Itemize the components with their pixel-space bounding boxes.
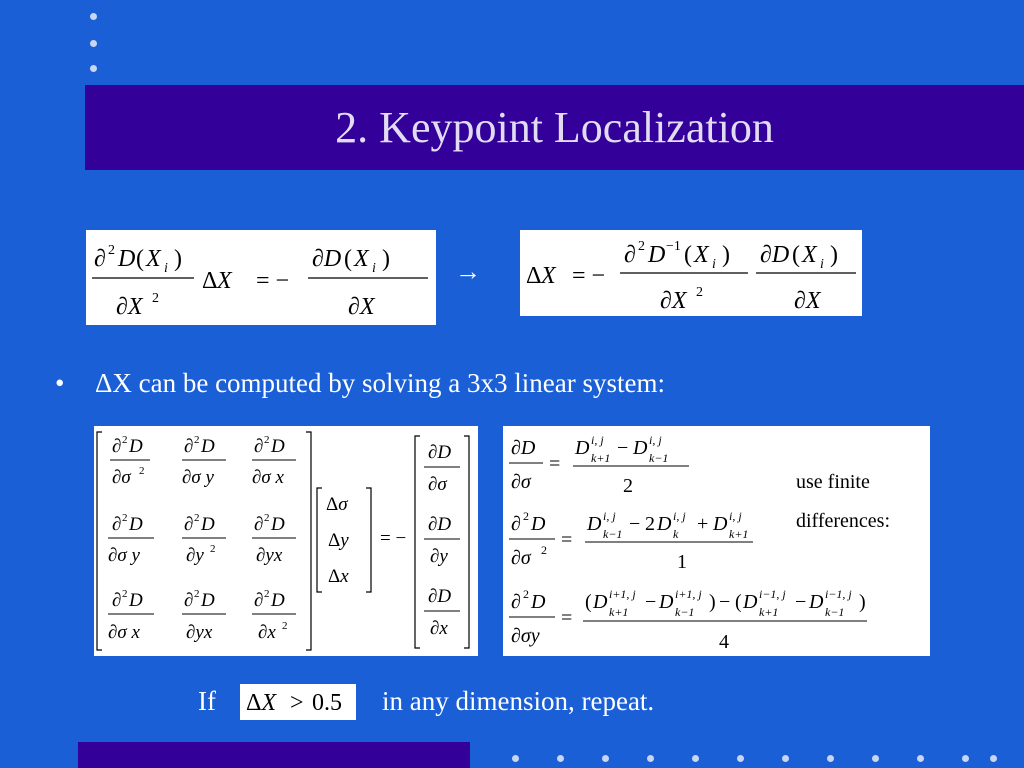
svg-text:∂D: ∂D (428, 442, 452, 463)
svg-text:∂X: ∂X (660, 288, 687, 314)
svg-text:i−1, j: i−1, j (825, 587, 852, 601)
svg-text:∂x: ∂x (258, 622, 276, 643)
svg-text:X: X (694, 242, 709, 268)
svg-text:0.5: 0.5 (312, 690, 342, 716)
svg-text:∂: ∂ (511, 591, 521, 613)
svg-text:2: 2 (194, 434, 200, 446)
svg-text:∂: ∂ (624, 242, 636, 268)
svg-text:2: 2 (645, 513, 655, 535)
svg-text:∂σ y: ∂σ y (108, 545, 140, 566)
svg-text:= −: = − (256, 268, 290, 294)
svg-text:1: 1 (677, 551, 687, 573)
svg-text:ΔX: ΔX (246, 690, 277, 716)
svg-text:i, j: i, j (603, 509, 616, 523)
svg-text:∂D: ∂D (511, 437, 536, 459)
svg-text:(: ( (684, 242, 692, 268)
svg-text:): ) (859, 591, 866, 613)
decor-dot (737, 755, 744, 762)
svg-text:−: − (719, 591, 731, 613)
implies-arrow: → (455, 257, 481, 286)
svg-text:2: 2 (264, 512, 270, 524)
svg-text:D: D (201, 436, 215, 457)
bullet-marker: • (55, 368, 65, 398)
svg-text:D: D (743, 591, 758, 613)
svg-text:): ) (722, 242, 730, 268)
svg-text:D: D (271, 514, 285, 535)
svg-text:2: 2 (210, 543, 216, 555)
svg-text:= −: = − (572, 263, 606, 289)
equation-solution (520, 230, 862, 316)
svg-text:∂: ∂ (254, 514, 264, 535)
svg-text:i: i (164, 261, 168, 276)
linear-system-box (94, 426, 478, 656)
svg-text:4: 4 (719, 631, 729, 653)
svg-text:>: > (290, 690, 304, 716)
svg-text:∂σ: ∂σ (428, 474, 447, 495)
svg-text:i: i (372, 261, 376, 276)
svg-text:∂D: ∂D (428, 586, 452, 607)
svg-text:D: D (587, 513, 602, 535)
svg-text:D: D (633, 437, 648, 459)
linear-system (94, 426, 478, 656)
svg-text:D: D (648, 242, 666, 268)
decor-dot (782, 755, 789, 762)
decor-dot (512, 755, 519, 762)
svg-text:∂σ y: ∂σ y (182, 467, 214, 488)
bottom-bar (78, 742, 470, 768)
svg-text:(: ( (136, 246, 144, 272)
svg-text:∂D: ∂D (428, 514, 452, 535)
finite-diff-note-line1: use finite (796, 471, 870, 493)
svg-text:∂y: ∂y (186, 545, 204, 566)
svg-text:D: D (201, 514, 215, 535)
footer-condition-box (240, 684, 356, 720)
svg-text:2: 2 (523, 509, 529, 523)
svg-text:−: − (645, 591, 657, 613)
svg-text:i: i (820, 257, 824, 272)
equation-solution-box (520, 230, 862, 316)
slide-title: 2. Keypoint Localization (335, 103, 774, 152)
svg-text:∂σ: ∂σ (511, 547, 531, 569)
svg-text:k+1: k+1 (759, 605, 779, 619)
svg-text:): ) (382, 246, 390, 272)
svg-text:i: i (712, 257, 716, 272)
svg-text:2: 2 (108, 243, 115, 258)
svg-text:∂: ∂ (112, 590, 122, 611)
decor-dot (90, 40, 97, 47)
svg-text:Δy: Δy (328, 530, 349, 551)
svg-text:∂yx: ∂yx (186, 622, 213, 643)
svg-text:D: D (129, 590, 143, 611)
svg-text:−: − (617, 437, 629, 459)
svg-text:∂: ∂ (254, 590, 264, 611)
svg-text:k−1: k−1 (825, 605, 845, 619)
svg-text:D: D (271, 436, 285, 457)
svg-text:D: D (809, 591, 824, 613)
svg-text:D: D (575, 437, 590, 459)
svg-text:2: 2 (696, 285, 703, 300)
svg-text:∂: ∂ (254, 436, 264, 457)
svg-text:∂σ x: ∂σ x (108, 622, 140, 643)
svg-text:2: 2 (264, 434, 270, 446)
decor-dot (990, 755, 997, 762)
svg-text:X: X (354, 246, 369, 272)
svg-text:∂: ∂ (184, 590, 194, 611)
svg-text:2: 2 (139, 465, 145, 477)
svg-text:X: X (217, 268, 232, 294)
svg-text:i−1, j: i−1, j (759, 587, 786, 601)
svg-text:2: 2 (152, 291, 159, 306)
svg-text:Δx: Δx (328, 566, 349, 587)
svg-text:+: + (697, 513, 709, 535)
svg-text:∂σy: ∂σy (511, 625, 540, 647)
svg-text:2: 2 (638, 239, 645, 254)
svg-text:∂: ∂ (184, 436, 194, 457)
svg-text:∂x: ∂x (430, 618, 448, 639)
bullet-text: ΔX can be computed by solving a 3x3 linear system: (95, 368, 665, 398)
footer-if: If (198, 686, 216, 716)
svg-text:∂σ: ∂σ (112, 467, 131, 488)
decor-dot (917, 755, 924, 762)
svg-text:2: 2 (264, 588, 270, 600)
svg-text:∂D: ∂D (312, 246, 342, 272)
svg-text:D: D (118, 246, 136, 272)
decor-dot (827, 755, 834, 762)
svg-text:2: 2 (523, 587, 529, 601)
svg-text:k+1: k+1 (609, 605, 629, 619)
svg-text:Δ: Δ (202, 268, 218, 294)
equation-hessian (86, 230, 436, 325)
decor-dot (557, 755, 564, 762)
decor-dot (90, 13, 97, 20)
svg-text:D: D (129, 514, 143, 535)
finite-differences (503, 426, 930, 656)
svg-text:∂: ∂ (511, 513, 521, 535)
svg-text:∂y: ∂y (430, 546, 448, 567)
footer-rest: in any dimension, repeat. (382, 686, 655, 716)
svg-text:(: ( (344, 246, 352, 272)
decor-dot (90, 65, 97, 72)
finite-diff-note-line2: differences: (796, 510, 891, 532)
svg-text:i, j: i, j (673, 509, 686, 523)
svg-text:(: ( (735, 591, 742, 613)
svg-text:): ) (830, 242, 838, 268)
svg-text:∂: ∂ (184, 514, 194, 535)
svg-text:D: D (201, 590, 215, 611)
svg-text:D: D (531, 513, 546, 535)
svg-text:): ) (709, 591, 716, 613)
svg-text:2: 2 (541, 543, 547, 557)
decor-dot (962, 755, 969, 762)
svg-text:k+1: k+1 (591, 451, 611, 465)
svg-text:−: − (629, 513, 641, 535)
svg-text:2: 2 (623, 475, 633, 497)
svg-text:∂X: ∂X (116, 294, 143, 320)
svg-text:=: = (561, 529, 573, 551)
svg-text:D: D (593, 591, 608, 613)
svg-text:2: 2 (122, 588, 128, 600)
svg-text:2: 2 (282, 620, 288, 632)
decor-dot (872, 755, 879, 762)
svg-text:2: 2 (194, 588, 200, 600)
svg-text:∂X: ∂X (794, 288, 821, 314)
svg-text:D: D (713, 513, 728, 535)
svg-text:∂: ∂ (112, 436, 122, 457)
svg-text:k−1: k−1 (675, 605, 695, 619)
svg-text:Δσ: Δσ (326, 494, 348, 515)
svg-text:D: D (657, 513, 672, 535)
svg-text:i, j: i, j (591, 433, 604, 447)
finite-differences-box (503, 426, 930, 656)
decor-dot (647, 755, 654, 762)
decor-dot (602, 755, 609, 762)
svg-text:2: 2 (122, 512, 128, 524)
svg-text:D: D (271, 590, 285, 611)
equation-hessian-box (86, 230, 436, 325)
svg-text:): ) (174, 246, 182, 272)
svg-text:X: X (541, 263, 556, 289)
svg-text:= −: = − (380, 528, 407, 549)
svg-text:2: 2 (194, 512, 200, 524)
svg-text:=: = (549, 453, 561, 475)
svg-text:∂: ∂ (112, 514, 122, 535)
svg-text:∂D: ∂D (760, 242, 790, 268)
footer-condition (240, 684, 356, 720)
svg-text:∂: ∂ (94, 246, 106, 272)
svg-text:=: = (561, 607, 573, 629)
svg-text:i+1, j: i+1, j (675, 587, 702, 601)
svg-text:k: k (673, 527, 679, 541)
svg-text:−: − (795, 591, 807, 613)
svg-text:2: 2 (122, 434, 128, 446)
svg-text:i, j: i, j (729, 509, 742, 523)
svg-text:∂X: ∂X (348, 294, 375, 320)
svg-text:∂σ x: ∂σ x (252, 467, 284, 488)
svg-text:D: D (129, 436, 143, 457)
svg-text:(: ( (792, 242, 800, 268)
svg-text:−1: −1 (666, 239, 681, 254)
svg-text:D: D (531, 591, 546, 613)
svg-text:∂yx: ∂yx (256, 545, 283, 566)
svg-text:k−1: k−1 (649, 451, 669, 465)
svg-text:(: ( (585, 591, 592, 613)
svg-text:i, j: i, j (649, 433, 662, 447)
svg-text:k−1: k−1 (603, 527, 623, 541)
decor-dot (692, 755, 699, 762)
svg-text:X: X (802, 242, 817, 268)
svg-text:X: X (146, 246, 161, 272)
svg-text:Δ: Δ (526, 263, 542, 289)
svg-text:i+1, j: i+1, j (609, 587, 636, 601)
svg-text:k+1: k+1 (729, 527, 749, 541)
svg-text:D: D (659, 591, 674, 613)
title-bar (85, 85, 1024, 170)
svg-text:∂σ: ∂σ (511, 471, 531, 493)
